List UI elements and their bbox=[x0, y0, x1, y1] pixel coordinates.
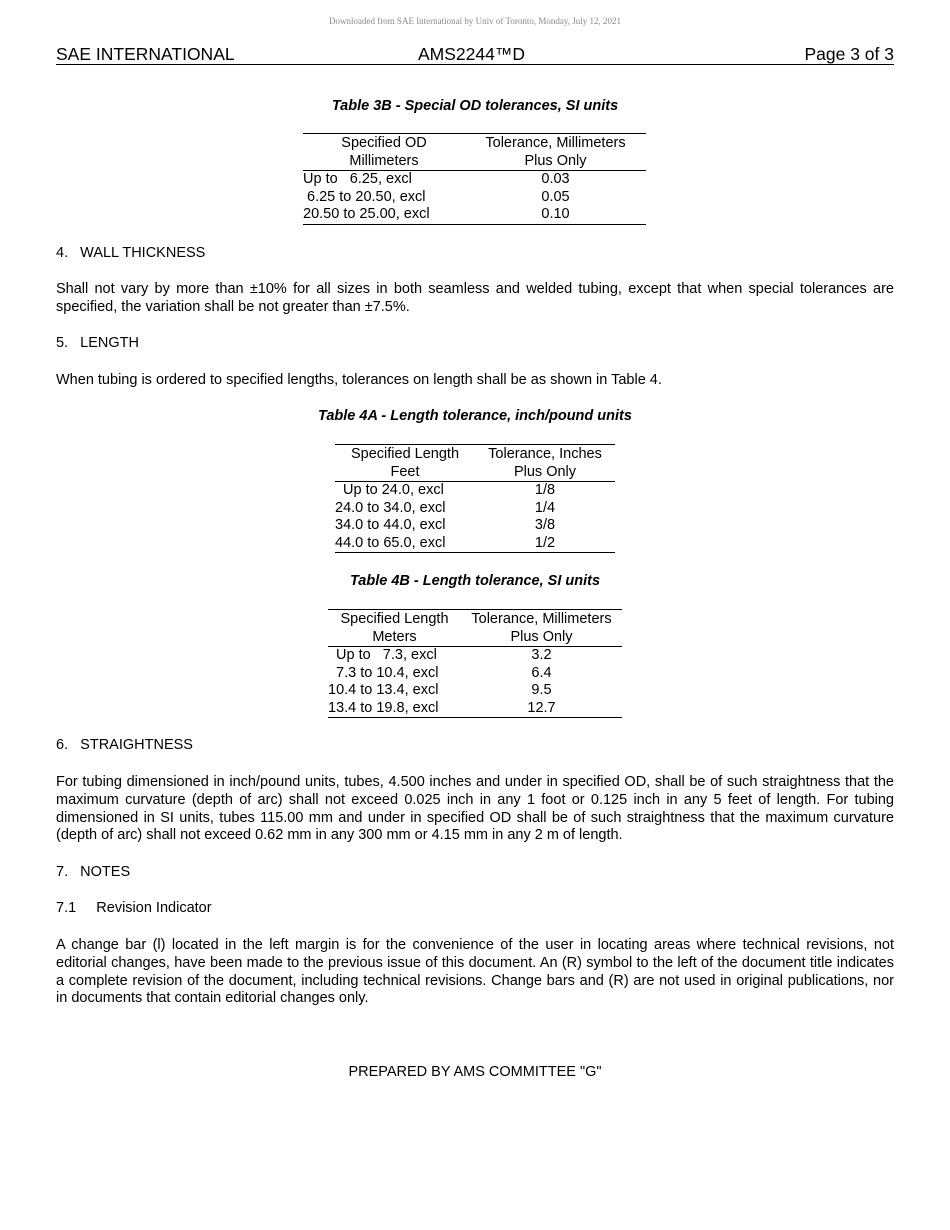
table-row: Up to 7.3, excl 3.2 bbox=[328, 647, 552, 663]
table-4a bbox=[335, 444, 615, 553]
header-org: SAE INTERNATIONAL bbox=[56, 44, 235, 64]
header-page-number: Page 3 of 3 bbox=[804, 44, 894, 64]
table-column-header: Specified Length Feet bbox=[335, 445, 475, 482]
section-4-text: Shall not vary by more than ±10% for all sizes in both seamless and welded tubing, except that when special tolerances are specified, the variation shall be not greater than ±7.5%. bbox=[56, 281, 894, 315]
table-row: 44.0 to 65.0, excl 1/2 bbox=[335, 535, 615, 553]
section-5-heading: 5. LENGTH bbox=[56, 335, 139, 351]
section-7-1-heading: 7.1 Revision Indicator bbox=[56, 900, 212, 916]
table-row: Up to 24.0, excl 1/8 bbox=[335, 482, 556, 498]
section-6-text: For tubing dimensioned in inch/pound units, tubes, 4.500 inches and under in specified OD, shall be of such straightness that the maximum curvature (depth of arc) shall not exceed 0.025 inch in any 1 foot or 0.125 inch in any 5 feet of length. For tubing dimensioned in SI units, tubes 115.00 mm and under in specified OD shall be of such straightness that the maximum curvature (depth of arc) shall not exceed 0.62 mm in any 300 mm or 4.15 mm in any 2 m of length. bbox=[56, 774, 894, 844]
table-4b-caption: Table 4B - Length tolerance, SI units bbox=[349, 573, 601, 589]
section-7-1-text: A change bar (l) located in the left margin is for the convenience of the user in locating areas where technical revisions, not editorial changes, have been made to the previous issue of this document. An (R) symbol to the left of the document title indicates a complete revision of the document, including technical revisions. Change bars and (R) are not used in original publications, nor in documents that contain editorial changes only. bbox=[56, 937, 894, 1007]
section-6-heading: 6. STRAIGHTNESS bbox=[56, 737, 193, 753]
table-row: 13.4 to 19.8, excl 12.7 bbox=[328, 700, 622, 718]
table-row: 6.25 to 20.50, excl 0.05 bbox=[303, 188, 570, 205]
table-header-row bbox=[303, 134, 646, 171]
table-row: 24.0 to 34.0, excl 1/4 bbox=[335, 499, 556, 516]
table-3b-caption: Table 3B - Special OD tolerances, SI units bbox=[331, 98, 619, 114]
header-doc-id: AMS2244™D bbox=[418, 44, 525, 64]
table-4a-caption: Table 4A - Length tolerance, inch/pound units bbox=[318, 408, 632, 424]
prepared-by-footer: PREPARED BY AMS COMMITTEE "G" bbox=[348, 1064, 602, 1080]
table-header-row bbox=[328, 610, 622, 647]
page-header bbox=[56, 44, 894, 65]
table-column-header: Tolerance, Millimeters Plus Only bbox=[461, 610, 622, 647]
table-row: 20.50 to 25.00, excl 0.10 bbox=[303, 206, 646, 224]
table-header-row bbox=[335, 445, 615, 482]
table-row: 7.3 to 10.4, excl 6.4 bbox=[328, 664, 552, 681]
section-4-heading: 4. WALL THICKNESS bbox=[56, 245, 206, 261]
download-note: Downloaded from SAE International by Univ of Toronto, Monday, July 12, 2021 bbox=[328, 16, 622, 26]
table-column-header: Tolerance, Millimeters Plus Only bbox=[465, 134, 646, 171]
table-row: 10.4 to 13.4, excl 9.5 bbox=[328, 682, 552, 699]
table-column-header: Tolerance, Inches Plus Only bbox=[475, 445, 615, 482]
section-5-text: When tubing is ordered to specified lengths, tolerances on length shall be as shown in Table 4. bbox=[56, 372, 662, 388]
table-4b bbox=[328, 609, 622, 718]
table-row: 34.0 to 44.0, excl 3/8 bbox=[335, 517, 556, 534]
section-7-heading: 7. NOTES bbox=[56, 864, 131, 880]
table-3b bbox=[303, 133, 646, 225]
table-column-header: Specified OD Millimeters bbox=[303, 134, 465, 171]
table-column-header: Specified Length Meters bbox=[328, 610, 461, 647]
table-row: Up to 6.25, excl 0.03 bbox=[303, 171, 570, 187]
